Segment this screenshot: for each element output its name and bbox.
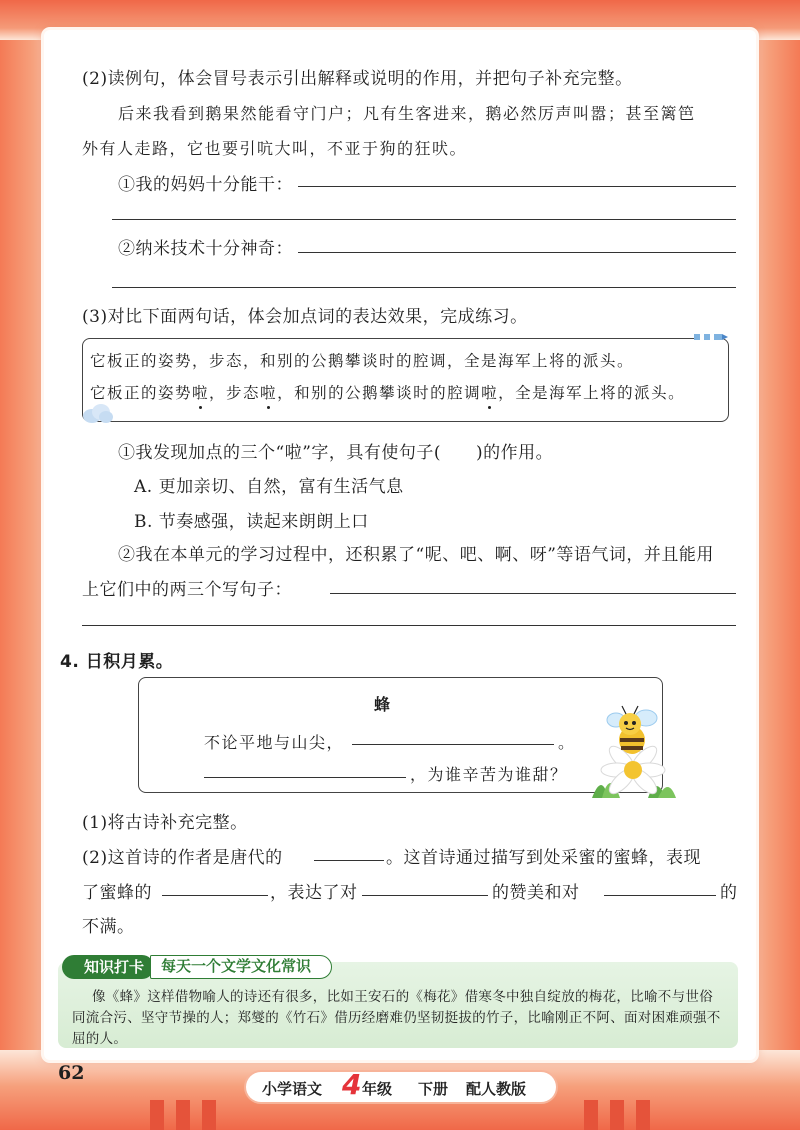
footer-edition: 配人教版 xyxy=(466,1080,527,1098)
poem-line2: ，为谁辛苦为谁甜？ xyxy=(410,765,568,784)
poem-line2-blank[interactable] xyxy=(204,777,406,778)
footer-stripe xyxy=(584,1100,598,1130)
knowledge-tag: 知识打卡 xyxy=(62,955,154,979)
q3-heading: (3)对比下面两句话，体会加点词的表达效果，完成练习。 xyxy=(82,307,528,327)
footer-subject: 小学语文 xyxy=(262,1080,323,1098)
s2-part-b: ，步态 xyxy=(209,384,261,402)
q3-item2-answer-line[interactable] xyxy=(330,593,736,594)
footer-stripe xyxy=(150,1100,164,1130)
q2-item1-label: ①我的妈妈十分能干： xyxy=(118,175,293,195)
dotted-la-1: 啦 xyxy=(192,381,209,403)
q3-item2-line1: ②我在本单元的学习过程中，还积累了“呢、吧、啊、呀”等语气词，并且能用 xyxy=(118,545,714,565)
knowledge-line2: 同流合污、坚守节操的人；郑燮的《竹石》借历经磨难仍坚韧挺拔的竹子，比喻刚正不阿、面对困难顽强不 xyxy=(72,1010,721,1026)
q2-item2-answer-line2[interactable] xyxy=(112,287,736,288)
footer-stripe xyxy=(610,1100,624,1130)
knowledge-line1: 像《蜂》这样借物喻人的诗还有很多，比如王安石的《梅花》借寒冬中独自绽放的梅花，比喻不与世俗 xyxy=(92,989,713,1005)
q2-item2-label: ②纳米技术十分神奇： xyxy=(118,239,293,259)
q4-sub2-f: 的 xyxy=(720,883,738,903)
s2-part-d: ，全是海军上将的派头。 xyxy=(498,384,686,402)
poem-title: 蜂 xyxy=(374,695,391,714)
q3-item2-answer-line2[interactable] xyxy=(82,625,736,626)
q3-item2-line2: 上它们中的两三个写句子： xyxy=(82,580,292,600)
q4-sub2-d: ，表达了对 xyxy=(270,883,358,903)
footer-grade-suffix: 年级 xyxy=(362,1080,393,1098)
poem-line1-end: 。 xyxy=(558,733,576,752)
poem-line1-blank[interactable] xyxy=(352,744,554,745)
footer-grade-number: 4 xyxy=(342,1068,362,1101)
q4-heading xyxy=(60,647,173,672)
s2-part-a: 它板正的姿势 xyxy=(90,384,193,402)
discontent-blank[interactable] xyxy=(604,895,716,896)
q2-example-line1: 后来我看到鹅果然能看守门户；凡有生客进来，鹅必然厉声叫嚣；甚至篱笆 xyxy=(118,104,696,123)
q3-option-b[interactable]: B. 节奏感强，读起来朗朗上口 xyxy=(134,512,369,532)
q4-sub2-e: 的赞美和对 xyxy=(492,883,580,903)
q4-sub2-a: (2)这首诗的作者是唐代的 xyxy=(82,848,283,868)
footer-stripe xyxy=(176,1100,190,1130)
trait-blank[interactable] xyxy=(162,895,268,896)
q2-item1-answer-line2[interactable] xyxy=(112,219,736,220)
q4-sub2-g: 不满。 xyxy=(82,917,135,937)
q4-sub2-b: 。这首诗通过描写到处采蜜的蜜蜂，表现 xyxy=(386,848,701,868)
page-number: 62 xyxy=(58,1062,85,1084)
q2-item2-answer-line[interactable] xyxy=(298,252,736,253)
bee-on-flower-icon xyxy=(588,702,678,800)
q3-item1: ①我发现加点的三个“啦”字，具有使句子( )的作用。 xyxy=(118,443,554,463)
q2-item1-answer-line[interactable] xyxy=(298,186,736,187)
decor-cloud-icon xyxy=(82,402,114,424)
q4-sub1: (1)将古诗补充完整。 xyxy=(82,813,248,833)
knowledge-line3: 屈的人。 xyxy=(72,1031,128,1047)
s2-part-c: ，和别的公鹅攀谈时的腔调 xyxy=(277,384,482,402)
footer-volume: 下册 xyxy=(418,1080,449,1098)
praise-blank[interactable] xyxy=(362,895,488,896)
knowledge-title: 每天一个文学文化常识 xyxy=(150,955,332,979)
poem-line1: 不论平地与山尖， xyxy=(204,733,345,752)
compare-sentence1: 它板正的姿势，步态，和别的公鹅攀谈时的腔调，全是海军上将的派头。 xyxy=(90,352,635,370)
q4-heading-text: 4. 日积月累。 xyxy=(60,652,174,672)
dotted-la-2: 啦 xyxy=(260,381,277,403)
q2-heading: (2)读例句，体会冒号表示引出解释或说明的作用，并把句子补充完整。 xyxy=(82,69,633,89)
footer-stripe xyxy=(202,1100,216,1130)
q2-example-line2: 外有人走路，它也要引吭大叫，不亚于狗的狂吠。 xyxy=(82,139,468,158)
decor-pencil-icon xyxy=(694,331,728,345)
q3-option-a[interactable]: A. 更加亲切、自然，富有生活气息 xyxy=(134,477,404,497)
q4-sub2-c: 了蜜蜂的 xyxy=(82,883,152,903)
dotted-la-3: 啦 xyxy=(481,381,498,403)
compare-sentence2 xyxy=(90,381,685,403)
author-blank[interactable] xyxy=(314,860,384,861)
footer-stripe xyxy=(636,1100,650,1130)
